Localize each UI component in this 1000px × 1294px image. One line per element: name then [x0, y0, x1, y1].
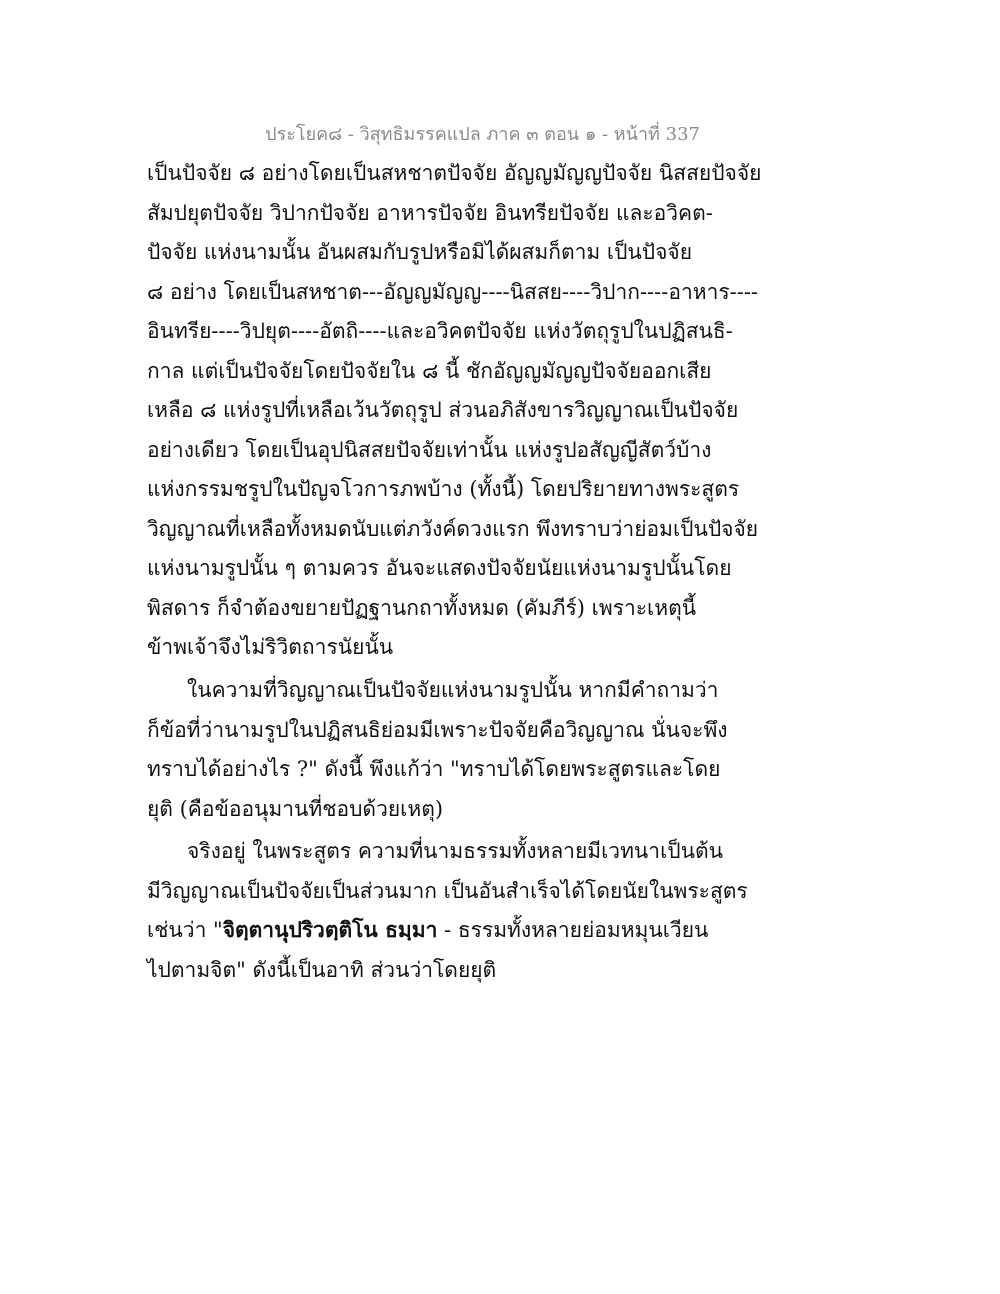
- quote-suffix: - ธรรมทั้งหลายย่อมหมุนเวียน: [437, 918, 709, 942]
- text-line: ไปตามจิต" ดังนี้เป็นอาทิ ส่วนว่าโดยยุติ: [147, 958, 497, 982]
- text-line: เป็นปัจจัย ๘ อย่างโดยเป็นสหชาตปัจจัย อัญญมัญญปัจจัย นิสสยปัจจัย: [147, 161, 762, 185]
- text-line: วิญญาณที่เหลือทั้งหมดนับแต่ภวังค์ดวงแรก พึงทราบว่าย่อมเป็นปัจจัย: [147, 517, 759, 541]
- text-line: ก็ข้อที่ว่านามรูปในปฏิสนธิย่อมมีเพราะปัจจัยคือวิญญาณ นั่นจะพึง: [147, 718, 728, 742]
- text-line: ๘ อย่าง โดยเป็นสหชาต---อัญญมัญญ----นิสสย----วิปาก----อาหาร----: [147, 280, 759, 304]
- text-line: สัมปยุตปัจจัย วิปากปัจจัย อาหารปัจจัย อินทรียปัจจัย และอวิคต-: [147, 201, 713, 225]
- text-line: แห่งกรรมชรูปในปัญจโวการภพบ้าง (ทั้งนี้) โดยปริยายทางพระสูตร: [147, 477, 740, 501]
- text-line: ยุติ (คือข้ออนุมานที่ชอบด้วยเหตุ): [147, 797, 444, 821]
- text-line: มีวิญญาณเป็นปัจจัยเป็นส่วนมาก เป็นอันสำเร็จได้โดยนัยในพระสูตร: [147, 879, 748, 903]
- text-line: อินทรีย----วิปยุต----อัตถิ----และอวิคตปัจจัย แห่งวัตถุรูปในปฏิสนธิ-: [147, 319, 733, 343]
- text-line: แห่งนามรูปนั้น ๆ ตามควร อันจะแสดงปัจจัยนัยแห่งนามรูปนั้นโดย: [147, 556, 732, 580]
- text-line: ปัจจัย แห่งนามนั้น อันผสมกับรูปหรือมิได้ผสมก็ตาม เป็นปัจจัย: [147, 240, 693, 264]
- pali-quote: จิตฺตานุปริวตฺติโน ธมฺมา: [222, 917, 438, 942]
- text-line: พิสดาร ก็จำต้องขยายปัฏฐานกถาทั้งหมด (คัมภีร์) เพราะเหตุนี้: [147, 596, 697, 620]
- quote-line: [147, 915, 708, 945]
- text-line: ข้าพเจ้าจึงไม่ริวิตถารนัยนั้น: [147, 635, 394, 659]
- text-line: กาล แต่เป็นปัจจัยโดยปัจจัยใน ๘ นี้ ชักอัญญมัญญปัจจัยออกเสีย: [147, 359, 712, 383]
- text-line: อย่างเดียว โดยเป็นอุปนิสสยปัจจัยเท่านั้น แห่งรูปอสัญญีสัตว์บ้าง: [147, 438, 712, 462]
- text-line: จริงอยู่ ในพระสูตร ความที่นามธรรมทั้งหลายมีเวทนาเป็นต้น: [187, 839, 723, 863]
- text-line: เหลือ ๘ แห่งรูปที่เหลือเว้นวัตถุรูป ส่วนอภิสังขารวิญญาณเป็นปัจจัย: [147, 398, 739, 422]
- text-line: ทราบได้อย่างไร ?" ดังนี้ พึงแก้ว่า "ทราบได้โดยพระสูตรและโดย: [147, 757, 721, 781]
- text-line: ในความที่วิญญาณเป็นปัจจัยแห่งนามรูปนั้น หากมีคำถามว่า: [187, 678, 719, 702]
- page-header: ประโยค๘ - วิสุทธิมรรคแปล ภาค ๓ ตอน ๑ - หน้าที่ 337: [265, 124, 700, 145]
- quote-prefix: เช่นว่า ": [147, 918, 223, 942]
